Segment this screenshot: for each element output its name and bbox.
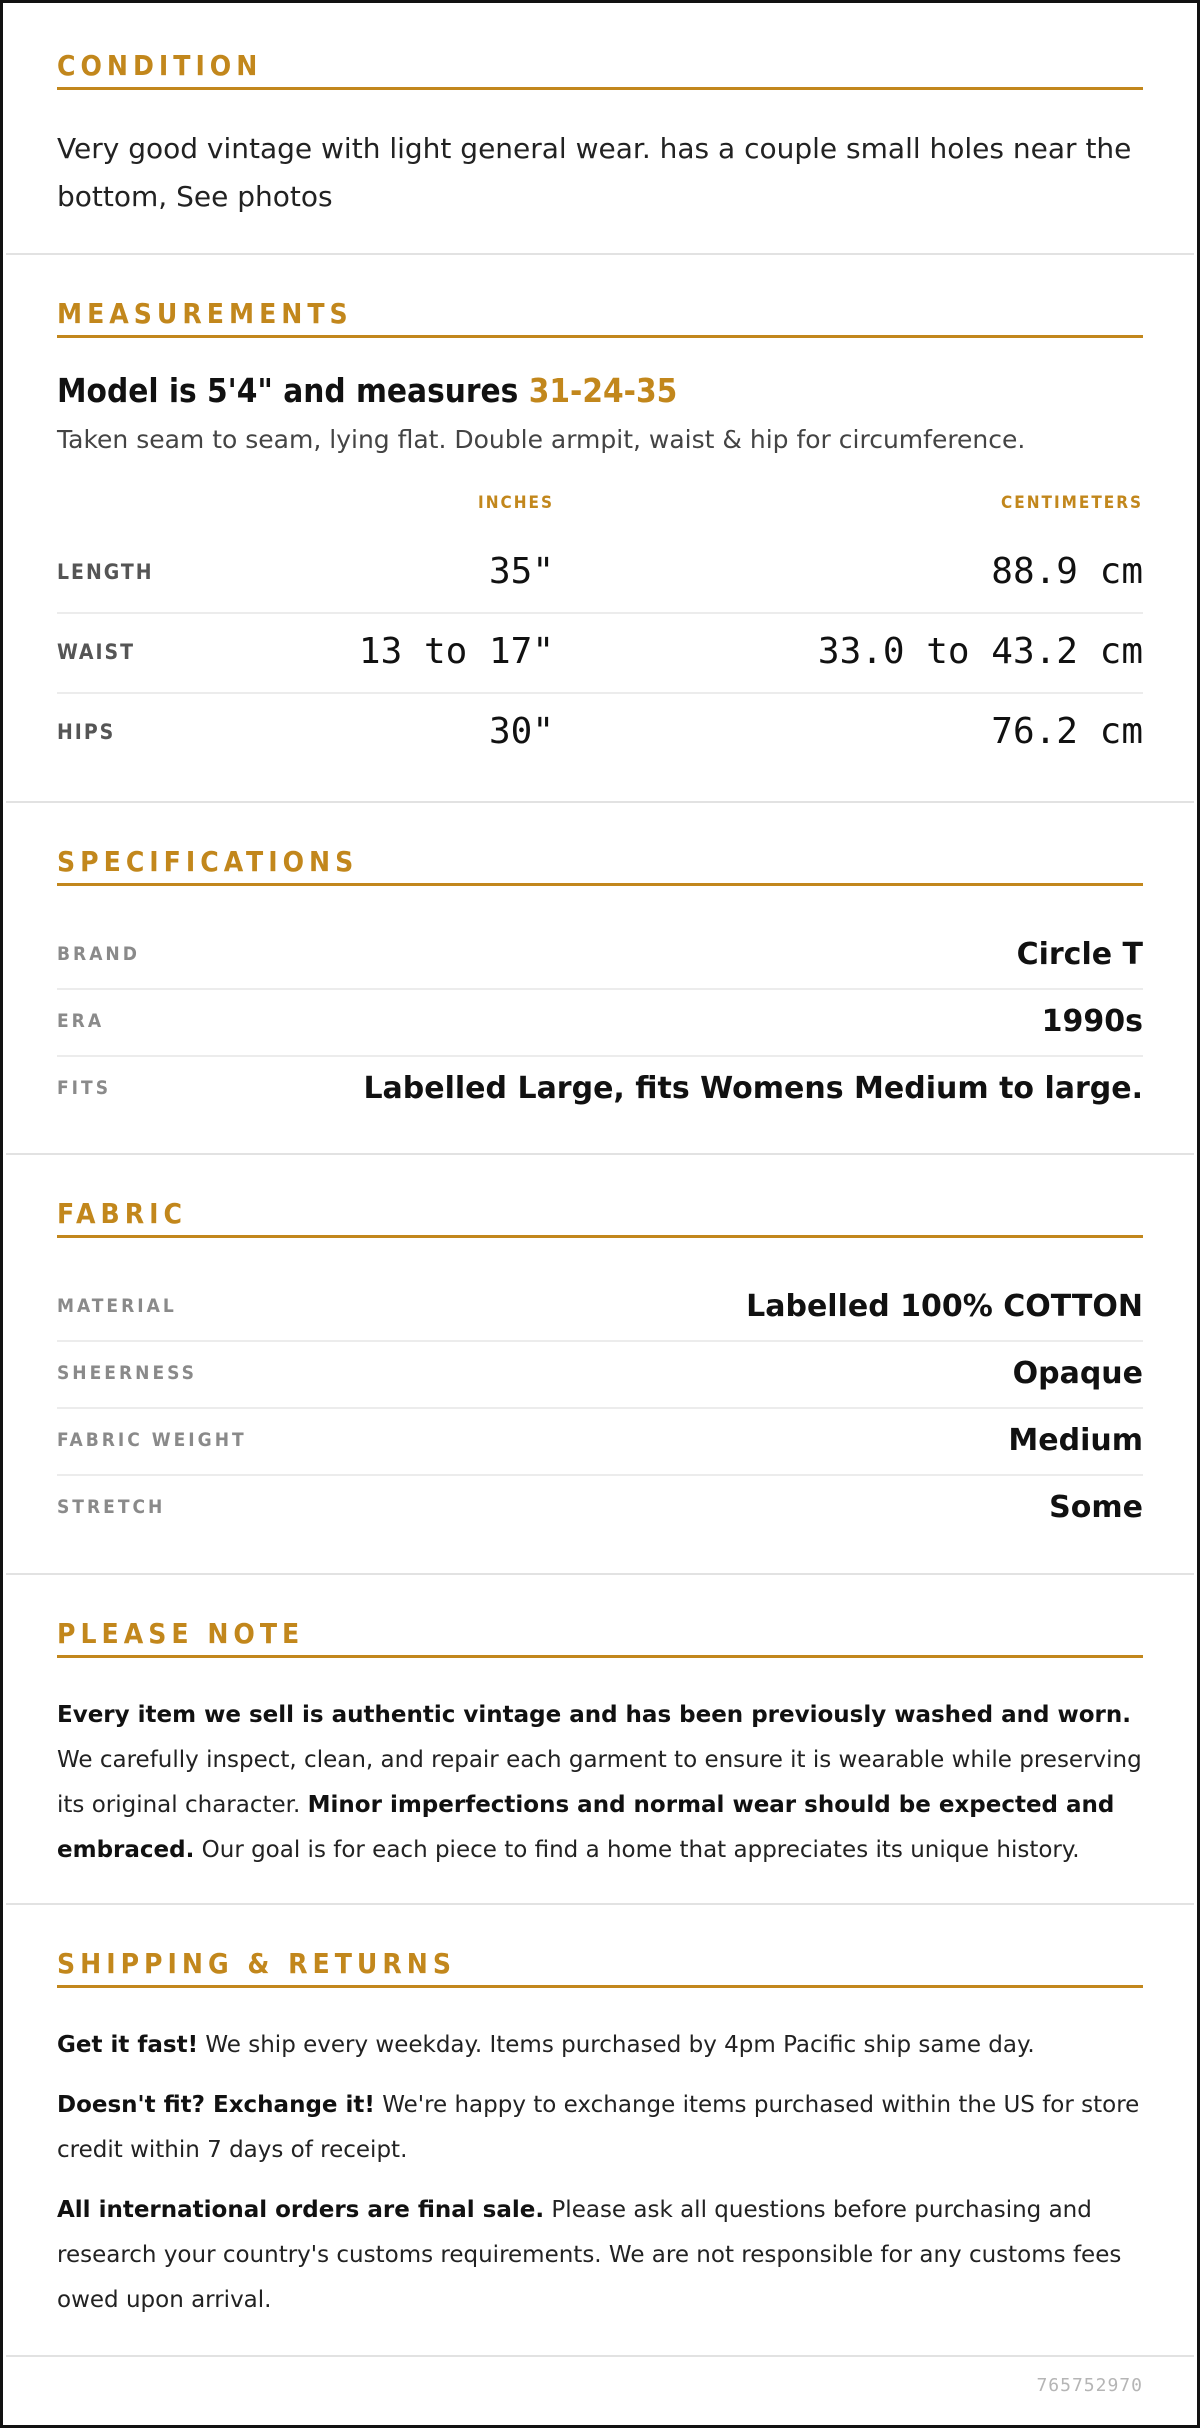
measurement-row-waist	[57, 612, 1143, 694]
condition-text: Very good vintage with light general wear. has a couple small holes near the bottom, See photos	[57, 132, 1132, 213]
shipping-fast-text: We ship every weekday. Items purchased by 4pm Pacific ship same day.	[198, 2032, 1035, 2058]
fabric-row-weight	[57, 1407, 1143, 1476]
fabric-label: FABRIC WEIGHT	[57, 1429, 247, 1451]
shipping-paragraph-fast	[57, 2023, 1143, 2068]
spec-row-fits	[57, 1055, 1143, 1122]
col-centimeters: CENTIMETERS	[1001, 493, 1143, 513]
product-id: 765752970	[1036, 2375, 1143, 2396]
spec-label: FITS	[57, 1077, 112, 1099]
fabric-value: Labelled 100% COTTON	[746, 1289, 1143, 1324]
measurement-cm: 88.9 cm	[991, 551, 1143, 592]
shipping-exchange-bold: Doesn't fit? Exchange it!	[57, 2092, 375, 2118]
measurements-section	[6, 253, 1194, 803]
specifications-section	[6, 801, 1194, 1155]
measurement-label: HIPS	[57, 720, 116, 744]
fabric-row-material	[57, 1273, 1143, 1342]
fabric-label: STRETCH	[57, 1496, 166, 1518]
measurement-label: WAIST	[57, 640, 136, 664]
shipping-international-bold: All international orders are final sale.	[57, 2197, 545, 2223]
shipping-international-text: Please ask all questions before purchasing and research your country's customs requirements. We are not responsible for any customs fees owed upon arrival.	[57, 2197, 1122, 2313]
please-note-bold-2: Minor imperfections and normal wear should be expected and embraced.	[57, 1792, 1115, 1863]
condition-heading: CONDITION	[57, 45, 1143, 90]
fabric-value: Opaque	[1012, 1356, 1143, 1391]
fabric-value: Some	[1049, 1490, 1143, 1525]
shipping-paragraph-international	[57, 2188, 1143, 2323]
shipping-exchange-text: We're happy to exchange items purchased within the US for store credit within 7 days of receipt.	[57, 2092, 1140, 2163]
spec-label: BRAND	[57, 943, 140, 965]
shipping-heading: SHIPPING & RETURNS	[57, 1943, 1143, 1988]
fabric-label: MATERIAL	[57, 1295, 177, 1317]
model-prefix: Model is 5'4" and measures	[57, 371, 529, 410]
shipping-returns-section	[6, 1903, 1194, 2357]
measurement-inches: 35"	[488, 551, 554, 592]
please-note-bold-1: Every item we sell is authentic vintage and has been previously washed and worn.	[57, 1702, 1131, 1728]
fabric-label: SHEERNESS	[57, 1362, 197, 1384]
spec-label: ERA	[57, 1010, 105, 1032]
specifications-heading: SPECIFICATIONS	[57, 841, 1143, 886]
fabric-value: Medium	[1008, 1423, 1143, 1458]
spec-row-brand	[57, 921, 1143, 990]
model-measure: 31-24-35	[528, 371, 678, 410]
spec-value: 1990s	[1041, 1004, 1143, 1039]
measurement-inches: 13 to 17"	[358, 631, 554, 672]
measurement-inches: 30"	[488, 711, 554, 752]
please-note-text-1: We carefully inspect, clean, and repair each garment to ensure it is wearable while preserving its original character.	[57, 1747, 1142, 1818]
please-note-text	[57, 1693, 1143, 1873]
measurements-note: Taken seam to seam, lying flat. Double armpit, waist & hip for circumference.	[57, 425, 1026, 454]
col-inches: INCHES	[478, 493, 554, 513]
shipping-paragraph-exchange	[57, 2083, 1143, 2173]
measurement-cm: 76.2 cm	[991, 711, 1143, 752]
shipping-fast-bold: Get it fast!	[57, 2032, 199, 2058]
condition-section	[6, 3, 1194, 255]
measurement-cm: 33.0 to 43.2 cm	[817, 631, 1143, 672]
please-note-heading: PLEASE NOTE	[57, 1613, 1143, 1658]
please-note-section	[6, 1573, 1194, 1905]
measurement-label: LENGTH	[57, 560, 154, 584]
measurement-row-hips	[57, 692, 1143, 772]
fabric-row-sheerness	[57, 1340, 1143, 1409]
spec-row-era	[57, 988, 1143, 1057]
spec-value: Circle T	[1016, 937, 1143, 972]
fabric-heading: FABRIC	[57, 1193, 1143, 1238]
spec-value: Labelled Large, fits Womens Medium to large.	[363, 1071, 1143, 1106]
model-measurements	[57, 371, 677, 410]
please-note-text-2: Our goal is for each piece to find a home that appreciates its unique history.	[194, 1837, 1080, 1863]
measurement-row-length	[57, 532, 1143, 614]
measurements-heading: MEASUREMENTS	[57, 293, 1143, 338]
fabric-section	[6, 1153, 1194, 1575]
fabric-row-stretch	[57, 1474, 1143, 1541]
